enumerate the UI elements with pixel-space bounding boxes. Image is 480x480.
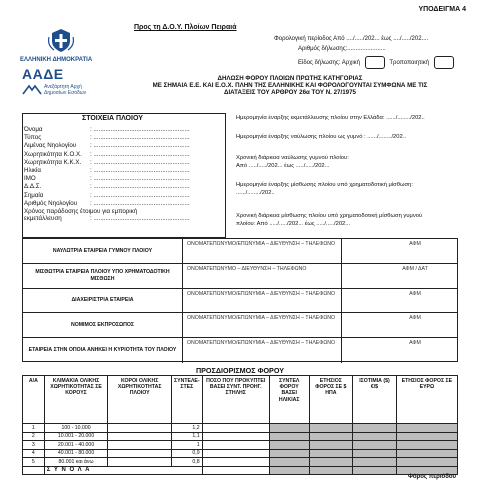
exchange-rate-cell [353, 432, 397, 441]
tax-column-header: ΣΥΝΤΕΛ ΦΟΡΟΥ ΒΑΣΕΙ ΗΛΙΚΙΑΣ [269, 376, 309, 424]
company-tax-id-field[interactable]: ΑΦΜ / ΔΑΤ [402, 265, 428, 272]
exchange-rate-cell [353, 449, 397, 458]
ship-field-label: Χωρητικότητα Κ.Ο.Χ. [24, 150, 82, 158]
amount-input[interactable] [202, 449, 269, 458]
ship-field-label: Λιμένας Νηολογίου [24, 142, 77, 150]
aade-subtitle: Ανεξάρτητη Αρχή Δημοσίων Εσόδων [44, 84, 87, 96]
financial-lease-start-value[interactable]: ....../......../202.. [236, 190, 275, 196]
tax-row-number: 1 [23, 424, 45, 433]
tax-row-number: 3 [23, 441, 45, 450]
tax-bracket: 40.001 - 80.000 [44, 449, 108, 458]
ship-field-label: Τύπος [24, 134, 42, 142]
company-name-address-field[interactable]: ΟΝΟΜΑΤΕΠΩΝΥΜΟ/ΕΠΩΝΥΜΙΑ – ΔΙΕΥΘΥΝΣΗ – ΤΗΛΕΦΩΝΟ [187, 315, 336, 322]
company-name-address-field[interactable]: ΟΝΟΜΑΤΕΠΩΝΥΜΟ/ΕΠΩΝΥΜΙΑ – ΔΙΕΥΘΥΝΣΗ – ΤΗΛΕΦΩΝΟ [187, 241, 336, 247]
tax-bracket: 80.001 και άνω [44, 458, 108, 467]
date-exploitation-greece[interactable]: Ημερομηνία έναρξης εκμετάλλευσης πλοίου στην Ελλάδα: ....../......../202.. [236, 115, 425, 121]
ship-field-row [24, 142, 224, 149]
tax-row [23, 432, 458, 441]
tax-column-header: ΙΣΟΤΙΜΙΑ ($) €/$ [353, 376, 397, 424]
coefficient: 1,1 [172, 432, 203, 441]
tonnage-input[interactable] [108, 449, 172, 458]
company-tax-id-field[interactable]: ΑΦΜ [409, 315, 421, 322]
annual-tax-usd-cell [309, 449, 353, 458]
tax-total-row [23, 466, 458, 475]
date-bareboat-charter[interactable]: Ημερομηνία έναρξης ναύλωσης πλοίου ως γυμνό : ....../......../202.. [236, 134, 406, 140]
tax-column-header: ΠΟΣΟ ΠΟΥ ΠΡΟΚΥΠΤΕΙ ΒΑΣΕΙ ΣΥΝΤ. ΠΡΟΗΓ. ΣΤΗΛΗΣ [202, 376, 269, 424]
tax-row [23, 424, 458, 433]
tax-column-header: ΚΟΡΟΙ ΟΛΙΚΗΣ ΧΩΡΗΤΙΚΟΤΗΤΑΣ ΠΛΟΙΟΥ [108, 376, 172, 424]
annual-tax-usd-cell [309, 441, 353, 450]
ship-field-label: Αριθμός Νηολογίου [24, 199, 78, 207]
company-row [23, 264, 457, 289]
ship-field-label: Σημαία [24, 191, 44, 199]
annual-tax-eur-cell [396, 432, 457, 441]
company-name-address-field[interactable]: ΟΝΟΜΑΤΕΠΩΝΥΜΟ/ΕΠΩΝΥΜΙΑ – ΔΙΕΥΘΥΝΣΗ – ΤΗΛΕΦΩΝΟ [187, 340, 336, 347]
ship-field-value[interactable]: : ........................................................ [90, 183, 190, 191]
ship-field-label: Δ.Δ.Σ. [24, 183, 42, 191]
ship-delivery-value[interactable]: : ........................................................ [90, 215, 190, 222]
form-number: ΥΠΟΔΕΙΓΜΑ 4 [418, 6, 466, 13]
ship-field-value[interactable]: : ........................................................ [90, 199, 190, 207]
ship-field-row [24, 151, 224, 158]
tax-column-header: ΣΥΝΤΕΛΕ-ΣΤΕΣ [172, 376, 203, 424]
amount-input[interactable] [202, 424, 269, 433]
ship-field-label: Όνομα [24, 126, 43, 133]
tonnage-input[interactable] [108, 432, 172, 441]
coefficient: 1,2 [172, 424, 203, 433]
annual-tax-eur-cell [396, 441, 457, 450]
bareboat-duration-value[interactable]: Από ...../...../202... έως ...../...../202... [236, 163, 330, 169]
ship-field-row [24, 159, 224, 166]
company-column-divider [341, 264, 342, 288]
ship-field-value[interactable]: : ........................................................ [90, 167, 190, 174]
age-coefficient-cell [269, 449, 309, 458]
amount-input[interactable] [202, 458, 269, 467]
declaration-type-label: Είδος δήλωσης: Αρχική [298, 60, 361, 67]
document-title [120, 75, 460, 97]
ship-field-value[interactable]: : ........................................................ [90, 126, 190, 133]
tonnage-input[interactable] [108, 424, 172, 433]
company-tax-id-field[interactable]: ΑΦΜ [409, 241, 421, 247]
tax-row-number: 4 [23, 449, 45, 458]
annual-tax-eur-cell [396, 458, 457, 467]
bareboat-duration-label: Χρονική διάρκεια ναύλωσης γυμνού πλοίου: [236, 155, 349, 161]
ship-field-row [24, 183, 224, 190]
annual-tax-eur-cell [396, 424, 457, 433]
company-role-label: ΕΤΑΙΡΕΙΑ ΣΤΗΝ ΟΠΟΙΑ ΑΝΗΚΕΙ Η ΚΥΡΙΟΤΗΤΑ ΤΟΥ ΠΛΟΙΟΥ [23, 338, 183, 363]
tax-total-age-cell [269, 466, 309, 475]
declaration-number: Αριθμός δήλωσης:....................... [298, 46, 386, 52]
ship-delivery-label-2: εκμετάλλευση [24, 215, 62, 222]
tax-calculation-title: ΠΡΟΣΔΙΟΡΙΣΜΟΣ ΦΟΡΟΥ [195, 366, 285, 375]
tax-row [23, 458, 458, 467]
ship-field-row [24, 175, 224, 182]
age-coefficient-cell [269, 441, 309, 450]
title-line-2: ΜΕ ΣΗΜΑΙΑ Ε.Ε. ΚΑΙ Ε.Ο.Χ. ΠΛΗΝ ΤΗΣ ΕΛΛΗΝΙΚΗΣ ΚΑΙ ΦΟΡΟΛΟΓΟΥΝΤΑΙ ΣΥΜΦΩΝΑ ΜΕ ΤΙΣ [152, 82, 428, 90]
tax-calculation-table [22, 375, 458, 475]
ship-field-label: Χωρητικότητα Κ.Κ.Χ. [24, 158, 82, 166]
ship-field-row [24, 167, 224, 174]
company-column-divider [341, 338, 342, 363]
tax-total-spacer [23, 466, 45, 475]
tonnage-input[interactable] [108, 458, 172, 467]
age-coefficient-cell [269, 432, 309, 441]
company-column-divider [341, 313, 342, 337]
company-row [23, 338, 457, 363]
ship-field-value[interactable]: : ........................................................ [90, 175, 190, 183]
tax-total-amount[interactable] [202, 466, 269, 475]
title-line-3: ΔΙΑΤΑΞΕΙΣ ΤΟΥ ΑΡΘΡΟΥ 26α ΤΟΥ Ν. 27/1975 [224, 89, 356, 97]
amending-checkbox[interactable] [434, 56, 454, 69]
initial-checkbox[interactable] [365, 56, 385, 69]
ship-field-row [24, 200, 224, 207]
company-name-address-field[interactable]: ΟΝΟΜΑΤΕΠΩΝΥΜΟ – ΔΙΕΥΘΥΝΣΗ – ΤΗΛΕΦΩΝΟ [187, 265, 307, 272]
annual-tax-usd-cell [309, 458, 353, 467]
tax-bracket: 20.001 - 40.000 [44, 441, 108, 450]
amending-label: Τροποποιητική [389, 60, 430, 67]
government-name: ΕΛΛΗΝΙΚΗ ΔΗΜΟΚΡΑΤΙΑ [20, 57, 93, 63]
tax-period: Φορολογική περίοδος Από ..../...../202... έως ..../...../202.... [274, 36, 429, 42]
coefficient: 0,9 [172, 449, 203, 458]
coefficient: 1 [172, 441, 203, 450]
ship-delivery-row-2 [24, 215, 224, 222]
exchange-rate-cell [353, 441, 397, 450]
company-name-address-field[interactable]: ΟΝΟΜΑΤΕΠΩΝΥΜΟ/ΕΠΩΝΥΜΙΑ – ΔΙΕΥΘΥΝΣΗ – ΤΗΛΕΦΩΝΟ [187, 290, 336, 297]
tax-column-header: ΕΤΗΣΙΟΣ ΦΟΡΟΣ ΣΕ ΕΥΡΩ [396, 376, 457, 424]
greek-republic-emblem-icon [46, 27, 76, 53]
annual-tax-eur-cell [396, 449, 457, 458]
tax-row [23, 449, 458, 458]
ship-field-row [24, 192, 224, 199]
company-role-label: ΝΑΥΛΩΤΡΙΑ ΕΤΑΙΡΕΙΑ ΓΥΜΝΟΥ ΠΛΟΙΟΥ [23, 239, 183, 263]
tonnage-input[interactable] [108, 441, 172, 450]
company-row [23, 313, 457, 338]
age-coefficient-cell [269, 458, 309, 467]
company-column-divider [341, 289, 342, 313]
recipient-office: Προς τη Δ.Ο.Υ. Πλοίων Πειραιά [134, 24, 237, 31]
ship-field-value[interactable]: : ........................................................ [90, 158, 190, 166]
ship-field-label: IMO [24, 175, 36, 183]
company-role-label: ΝΟΜΙΜΟΣ ΕΚΠΡΟΣΩΠΟΣ [23, 313, 183, 337]
tax-bracket: 100 - 10.000 [44, 424, 108, 433]
tax-bracket: 10.001 - 20.000 [44, 432, 108, 441]
ship-details-heading: ΣΤΟΙΧΕΙΑ ΠΛΟΙΟΥ [82, 115, 143, 122]
declaration-type [298, 56, 454, 69]
ship-field-row [24, 126, 224, 133]
financial-lease-duration-label: Χρονική διάρκεια μίσθωσης πλοίου υπό χρηματοδοτική μίσθωση γυμνού [236, 213, 423, 219]
ship-field-value[interactable]: : ........................................................ [90, 142, 190, 150]
company-column-divider [341, 239, 342, 263]
aade-mark-icon [22, 84, 42, 96]
tax-total-label: Σ Υ Ν Ο Λ Α [44, 466, 202, 475]
company-role-label: ΜΙΣΘΩΤΡΙΑ ΕΤΑΙΡΕΙΑ ΠΛΟΙΟΥ ΥΠΟ ΧΡΗΜΑΤΟΔΟΤΙΚΗ ΜΙΣΘΩΣΗ [23, 264, 183, 288]
annual-tax-usd-cell [309, 432, 353, 441]
tax-total-usd-cell [309, 466, 353, 475]
company-tax-id-field[interactable]: ΑΦΜ [409, 340, 421, 347]
ship-field-row [24, 134, 224, 141]
ship-field-value[interactable]: : ........................................................ [90, 134, 190, 142]
tax-column-header: Α/Α [23, 376, 45, 424]
tax-header-row [23, 376, 458, 424]
company-role-label: ΔΙΑΧΕΙΡΙΣΤΡΙΑ ΕΤΑΙΡΕΙΑ [23, 289, 183, 313]
annual-tax-usd-cell [309, 424, 353, 433]
coefficient: 0,8 [172, 458, 203, 467]
ship-field-label: Ηλικία [24, 167, 41, 174]
tax-column-header: ΚΛΙΜΑΚΙΑ ΟΛΙΚΗΣ ΧΩΡΗΤΙΚΟΤΗΤΑΣ ΣΕ ΚΟΡΟΥΣ [44, 376, 108, 424]
period-tax-label: Φόρος περιόδου [407, 474, 456, 480]
financial-lease-duration-value[interactable]: πλοίου: Από ...../...../202... έως ...../...../202... [236, 221, 351, 227]
tax-row-number: 5 [23, 458, 45, 467]
title-line-1: ΔΗΛΩΣΗ ΦΟΡΟΥ ΠΛΟΙΩΝ ΠΡΩΤΗΣ ΚΑΤΗΓΟΡΙΑΣ [217, 75, 363, 82]
tax-row-number: 2 [23, 432, 45, 441]
amount-input[interactable] [202, 441, 269, 450]
aade-logo: ΑΑΔΕ [22, 66, 64, 82]
financial-lease-start-label: Ημερομηνία έναρξης μίσθωσης πλοίου υπό χρηματοδοτική μίσθωση: [236, 182, 413, 188]
company-row [23, 289, 457, 314]
exchange-rate-cell [353, 458, 397, 467]
company-tax-id-field[interactable]: ΑΦΜ [409, 290, 421, 297]
exchange-rate-cell [353, 424, 397, 433]
tax-row [23, 441, 458, 450]
tax-total-rate-cell [353, 466, 397, 475]
age-coefficient-cell [269, 424, 309, 433]
company-row [23, 239, 457, 264]
companies-table [22, 238, 458, 362]
amount-input[interactable] [202, 432, 269, 441]
ship-field-value[interactable]: : ........................................................ [90, 191, 190, 199]
ship-delivery-label: Χρόνος παράδοσης έτοιμου για εμπορική [24, 208, 138, 215]
ship-field-value[interactable]: : ........................................................ [90, 150, 190, 158]
tax-column-header: ΕΤΗΣΙΟΣ ΦΟΡΟΣ ΣΕ $ ΗΠΑ [309, 376, 353, 424]
